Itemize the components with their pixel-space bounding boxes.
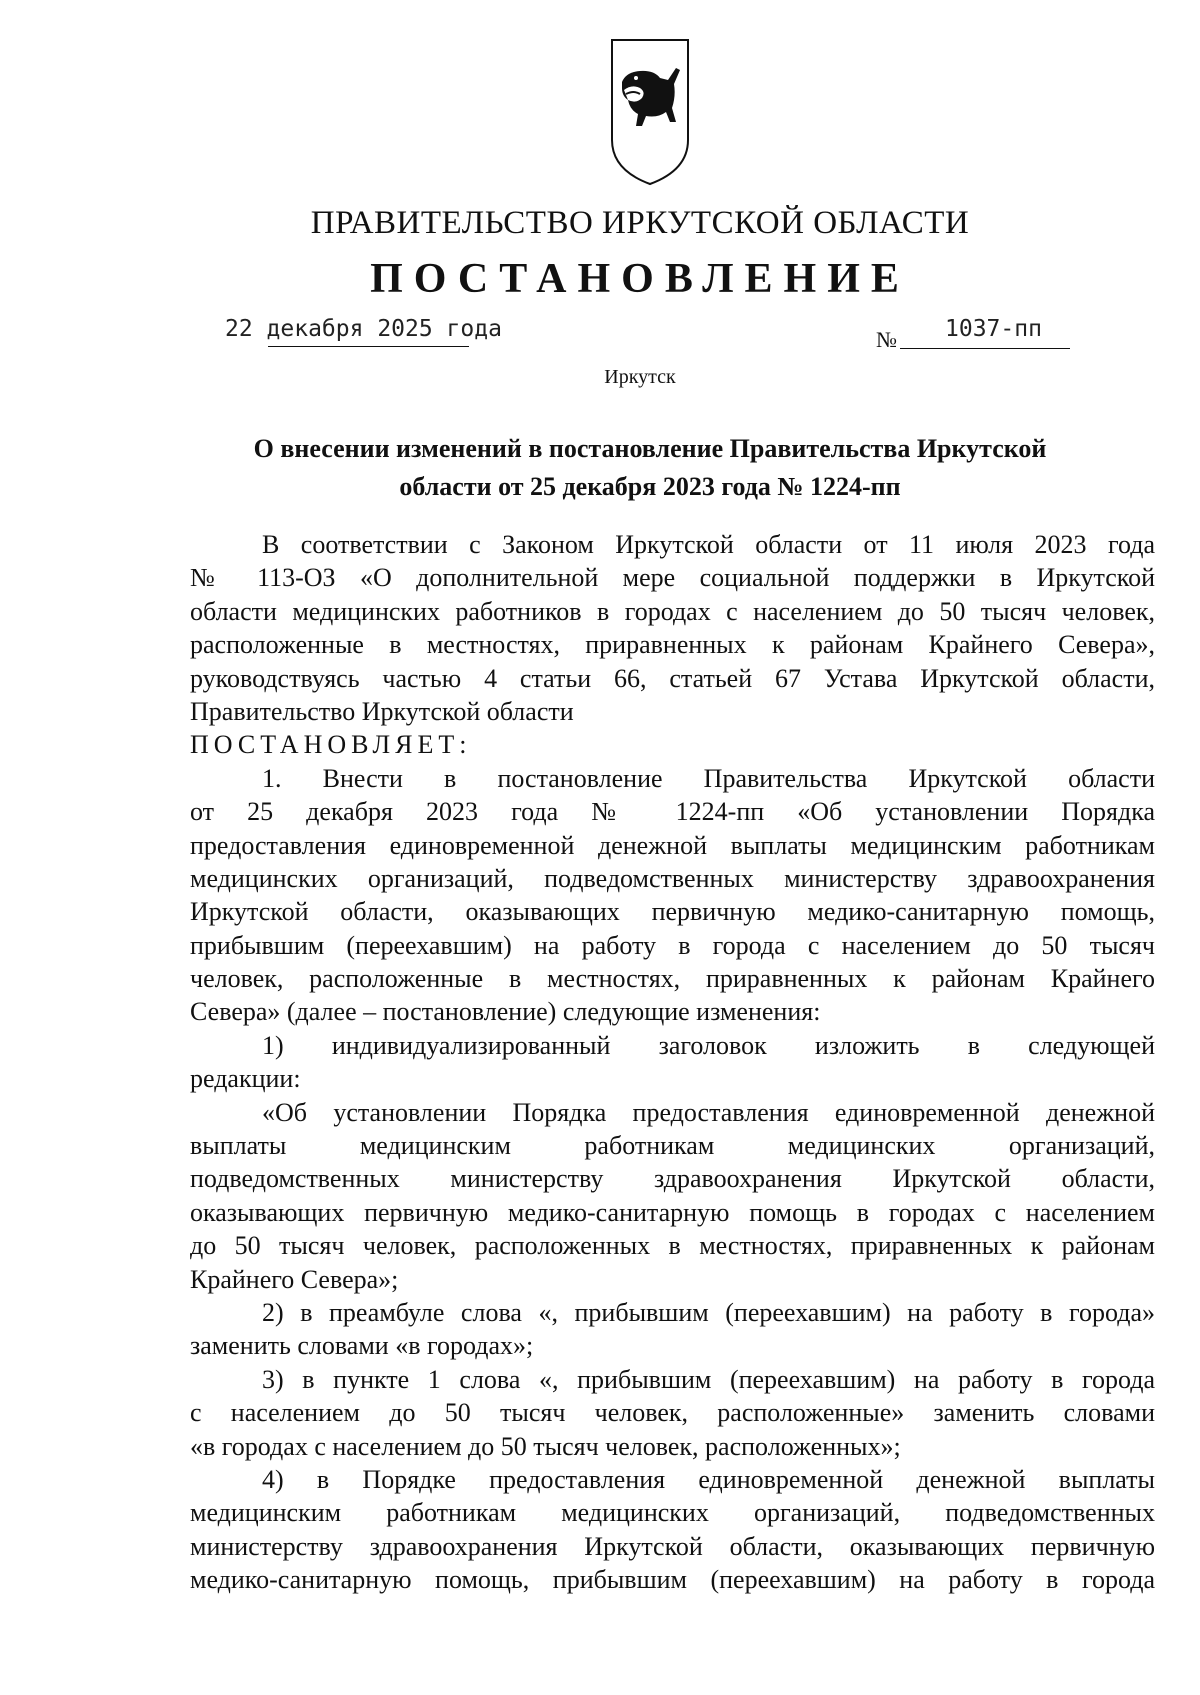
body-line: человек, расположенные в местностях, приравненных к районам Крайнего [190, 964, 1155, 994]
body-line: «в городах с населением до 50 тысяч человек, расположенных»; [190, 1431, 901, 1461]
body-line: 3) в пункте 1 слова «, прибывшим (переехавшим) на работу в города [262, 1364, 1155, 1394]
body-line: Иркутской области, оказывающих первичную медико-санитарную помощь, [190, 897, 1155, 927]
body-line: медицинским работникам медицинских организаций, подведомственных [190, 1498, 1155, 1528]
body-line: 4) в Порядке предоставления единовременной денежной выплаты [262, 1464, 1155, 1494]
body-line: руководствуясь частью 4 статьи 66, статьей 67 Устава Иркутской области, [190, 663, 1155, 693]
body-line: оказывающих первичную медико-санитарную помощь в городах с населением [190, 1197, 1155, 1227]
body-line: редакции: [190, 1064, 301, 1094]
city: Иркутск [604, 366, 676, 388]
body-line: министерству здравоохранения Иркутской области, оказывающих первичную [190, 1531, 1155, 1561]
document-number: 1037-пп [945, 316, 1042, 342]
body-line: расположенные в местностях, приравненных к районам Крайнего Севера», [190, 630, 1155, 660]
body-line: выплаты медицинским работникам медицинских организаций, [190, 1131, 1155, 1161]
resolves-heading: ПОСТАНОВЛЯЕТ: [190, 730, 472, 760]
body-line: 1. Внести в постановление Правительства Иркутской области [262, 763, 1155, 793]
document-title [190, 430, 1110, 506]
number-underline [900, 348, 1070, 349]
body-line: В соответствии с Законом Иркутской области от 11 июля 2023 года [262, 530, 1155, 559]
title-line: области от 25 декабря 2023 года № 1224-пп [399, 472, 901, 501]
body-line: 2) в преамбуле слова «, прибывшим (переехавшим) на работу в города» [262, 1297, 1155, 1327]
body-line: Правительство Иркутской области [190, 696, 574, 726]
body-line: медико-санитарную помощь, прибывшим (переехавшим) на работу в города [190, 1565, 1155, 1595]
body-line: с населением до 50 тысяч человек, расположенные» заменить словами [190, 1398, 1155, 1428]
body-line: области медицинских работников в городах с населением до 50 тысяч человек, [190, 596, 1155, 626]
body-line: до 50 тысяч человек, расположенных в местностях, приравненных к районам [190, 1231, 1155, 1261]
body-line: подведомственных министерству здравоохранения Иркутской области, [190, 1164, 1155, 1194]
body-line: 1) индивидуализированный заголовок изложить в следующей [262, 1030, 1155, 1060]
document-date: 22 декабря 2025 года [225, 316, 502, 342]
organization-name: ПРАВИТЕЛЬСТВО ИРКУТСКОЙ ОБЛАСТИ [310, 205, 970, 241]
body-line: прибывшим (переехавшим) на работу в города с населением до 50 тысяч [190, 930, 1155, 960]
body-line: Крайнего Севера»; [190, 1264, 399, 1294]
body-line: заменить словами «в городах»; [190, 1331, 534, 1361]
date-underline [268, 346, 469, 347]
body-line: предоставления единовременной денежной выплаты медицинским работникам [190, 830, 1155, 860]
body-line: Севера» (далее – постановление) следующие изменения: [190, 997, 821, 1027]
coat-of-arms-emblem [610, 38, 690, 186]
body-line: «Об установлении Порядка предоставления единовременной денежной [262, 1097, 1155, 1127]
title-line: О внесении изменений в постановление Правительства Иркутской [253, 434, 1047, 463]
body-line: от 25 декабря 2023 года № 1224-пп «Об установлении Порядка [190, 797, 1155, 827]
document-type: ПОСТАНОВЛЕНИЕ [370, 256, 910, 302]
body-line: № 113-ОЗ «О дополнительной мере социальной поддержки в Иркутской [190, 563, 1155, 593]
number-sign: № [876, 327, 897, 352]
body-line: медицинских организаций, подведомственных министерству здравоохранения [190, 863, 1155, 893]
document-body [190, 528, 1155, 1597]
